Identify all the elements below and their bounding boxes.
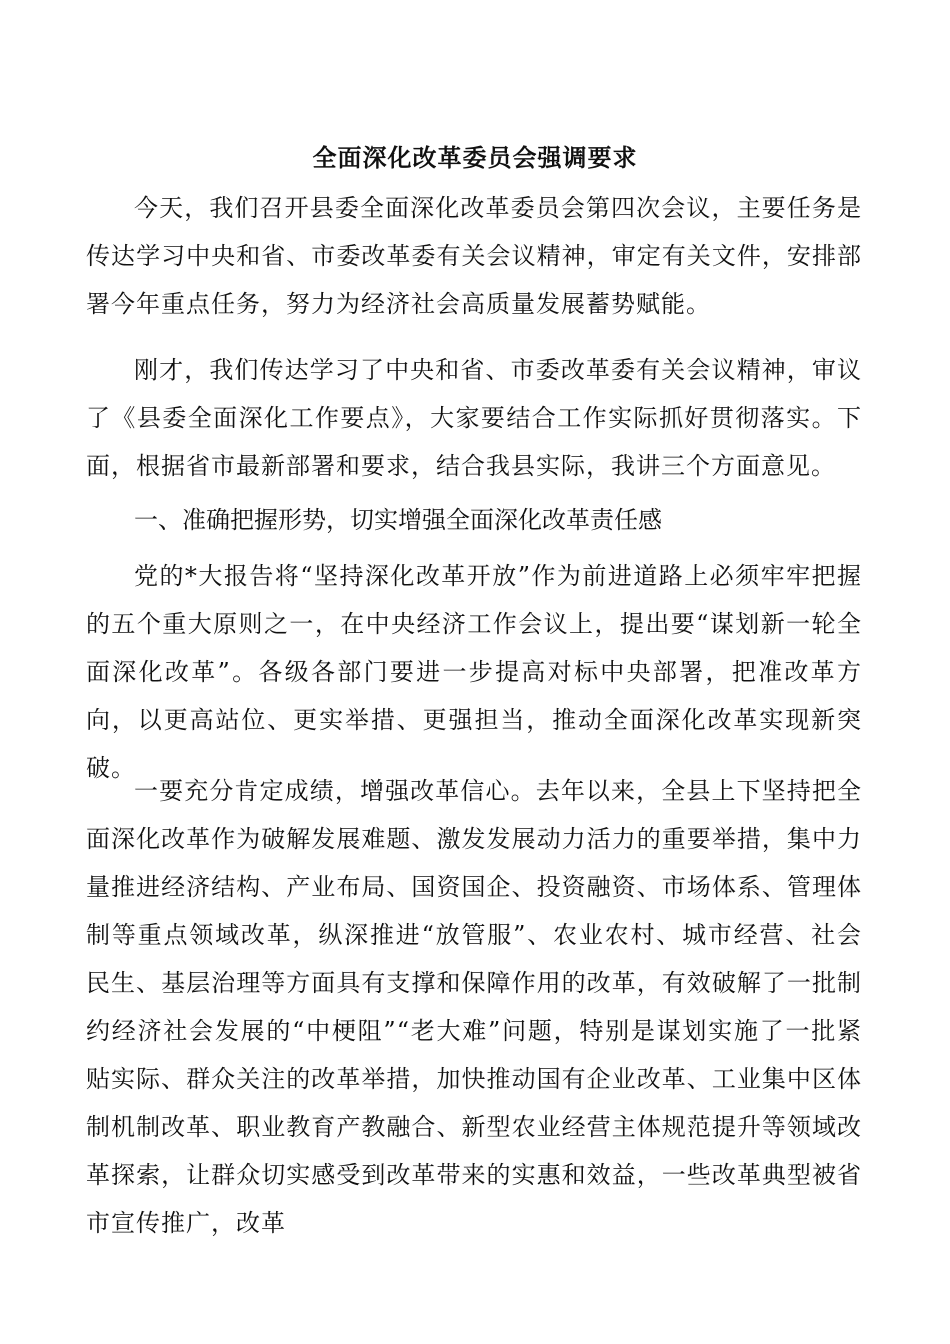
section-heading: 一、准确把握形势，切实增强全面深化改革责任感 (134, 506, 662, 534)
paragraph-review: 刚才，我们传达学习了中央和省、市委改革委有关会议精神，审议了《县委全面深化工作要点》，大家要结合工作实际抓好贯彻落实。下面，根据省市最新部署和要求，结合我县实际，我讲三个方面意见。 (86, 356, 862, 480)
paragraph-opening: 今天，我们召开县委全面深化改革委员会第四次会议，主要任务是传达学习中央和省、市委改革委有关会议精神，审定有关文件，安排部署今年重点任务，努力为经济社会高质量发展蓄势赋能。 (86, 194, 862, 318)
document-title: 全面深化改革委员会强调要求 (312, 143, 638, 172)
paragraph-achievements: 一要充分肯定成绩，增强改革信心。去年以来，全县上下坚持把全面深化改革作为破解发展难题、激发发展动力活力的重要举措，集中力量推进经济结构、产业布局、国资国企、投资融资、市场体系、管理体制等重点领域改革，纵深推进“放管服”、农业农村、城市经营、社会民生、基层治理等方面具有支撑和保障作用的改革，有效破解了一批制约经济社会发展的“中梗阻”“老大难”问题，特别是谋划实施了一批紧贴实际、群众关注的改革举措，加快推动国有企业改革、工业集中区体制机制改革、职业教育产教融合、新型农业经营主体规范提升等领域改革探索，让群众切实感受到改革带来的实惠和效益，一些改革典型被省市宣传推广，改革 (86, 777, 862, 1237)
paragraph-principles: 党的*大报告将“坚持深化改革开放”作为前进道路上必须牢牢把握的五个重大原则之一，在中央经济工作会议上，提出要“谋划新一轮全面深化改革”。各级各部门要进一步提高对标中央部署，把准改革方向，以更高站位、更实举措、更强担当，推动全面深化改革实现新突破。 (86, 562, 862, 782)
